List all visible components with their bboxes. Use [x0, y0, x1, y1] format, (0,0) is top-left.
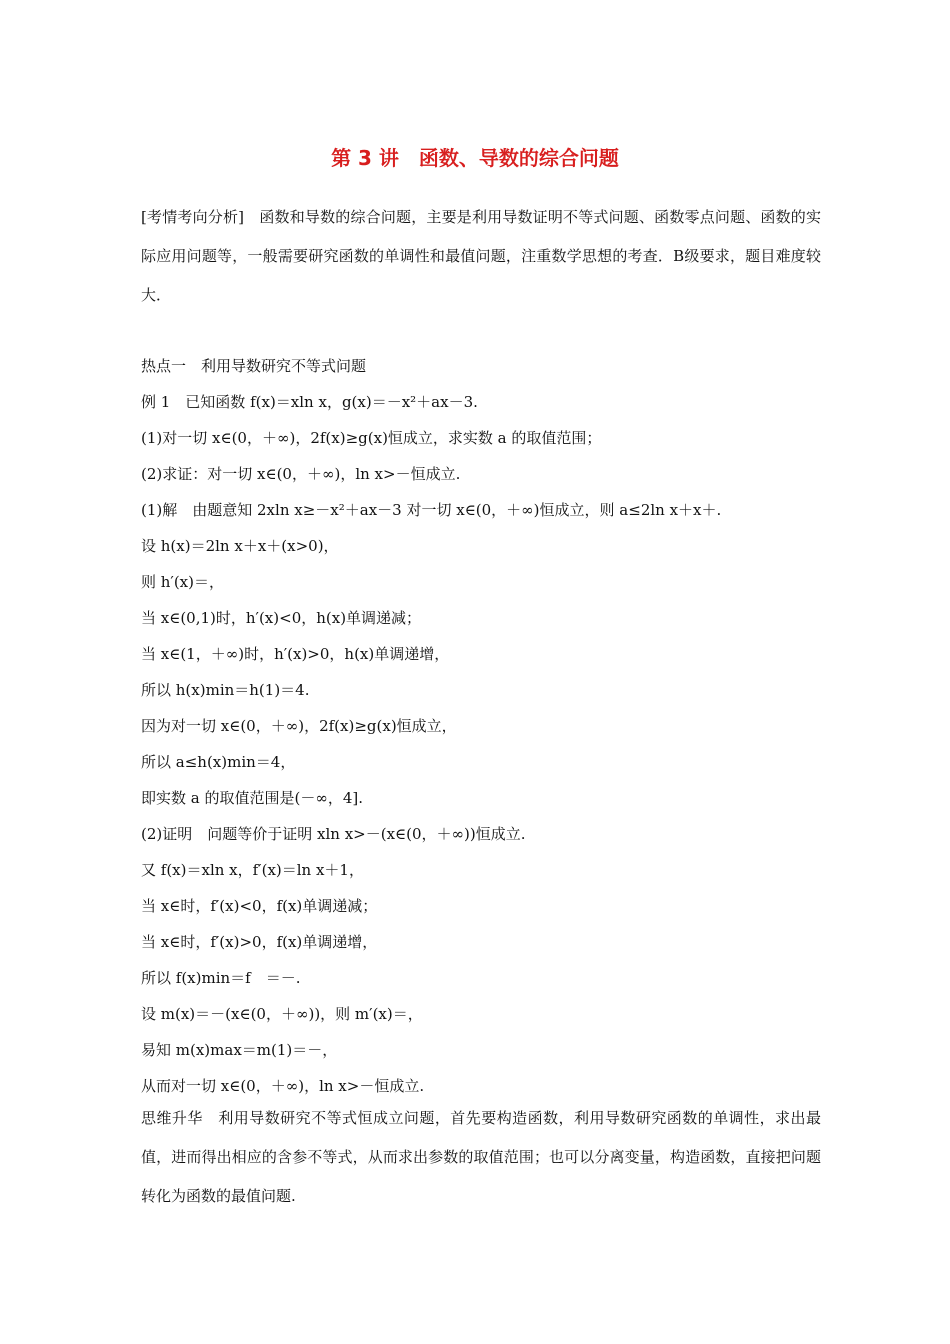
- proof-line: 易知 m(x)max＝m(1)＝－，: [141, 1041, 338, 1059]
- summary-paragraph: 思维升华 利用导数研究不等式恒成立问题，首先要构造函数，利用导数研究函数的单调性，求出最值，进而得出相应的含参不等式，从而求出参数的取值范围；也可以分离变量，构造函数，直接把问题转化为函数的最值问题.: [141, 1109, 821, 1205]
- proof-line: 从而对一切 x∈(0，＋∞)，ln x>－恒成立.: [141, 1077, 425, 1095]
- question-part-1: (1)对一切 x∈(0，＋∞)，2f(x)≥g(x)恒成立，求实数 a 的取值范围；: [141, 429, 602, 447]
- solution-line: 所以 h(x)min＝h(1)＝4.: [141, 681, 310, 699]
- proof-line: 当 x∈时，f′(x)<0，f(x)单调递减；: [141, 897, 378, 915]
- section-heading: 热点一 利用导数研究不等式问题: [141, 357, 367, 375]
- solution-line: 则 h′(x)＝，: [141, 573, 224, 591]
- solution-line: 当 x∈(1，＋∞)时，h′(x)>0，h(x)单调递增，: [141, 645, 450, 663]
- solution-line: (1)解 由题意知 2xln x≥－x²＋ax－3 对一切 x∈(0，＋∞)恒成立，则 a≤2ln x＋x＋.: [141, 501, 722, 519]
- solution-line: 设 h(x)＝2ln x＋x＋(x>0)，: [141, 537, 339, 555]
- proof-line: 所以 f(x)min＝f ＝－.: [141, 969, 301, 987]
- proof-line: (2)证明 问题等价于证明 xln x>－(x∈(0，＋∞))恒成立.: [141, 825, 526, 843]
- proof-line: 当 x∈时，f′(x)>0，f(x)单调递增，: [141, 933, 378, 951]
- question-part-2: (2)求证：对一切 x∈(0，＋∞)，ln x>－恒成立.: [141, 465, 461, 483]
- proof-line: 又 f(x)＝xln x，f′(x)＝ln x＋1，: [141, 861, 364, 879]
- analysis-paragraph: [考情考向分析] 函数和导数的综合问题，主要是利用导数证明不等式问题、函数零点问题、函数的实际应用问题等，一般需要研究函数的单调性和最值问题，注重数学思想的考查．B级要求，题目难度较大．: [141, 208, 821, 304]
- proof-line: 设 m(x)＝－(x∈(0，＋∞))，则 m′(x)＝，: [141, 1005, 423, 1023]
- solution-line: 即实数 a 的取值范围是(－∞，4].: [141, 789, 363, 807]
- example-statement: 例 1 已知函数 f(x)＝xln x，g(x)＝－x²＋ax－3.: [141, 393, 478, 411]
- solution-line: 所以 a≤h(x)min＝4，: [141, 753, 296, 771]
- solution-line: 因为对一切 x∈(0，＋∞)，2f(x)≥g(x)恒成立，: [141, 717, 457, 735]
- lecture-title: 第 3 讲 函数、导数的综合问题: [331, 146, 619, 170]
- solution-line: 当 x∈(0,1)时，h′(x)<0，h(x)单调递减；: [141, 609, 422, 627]
